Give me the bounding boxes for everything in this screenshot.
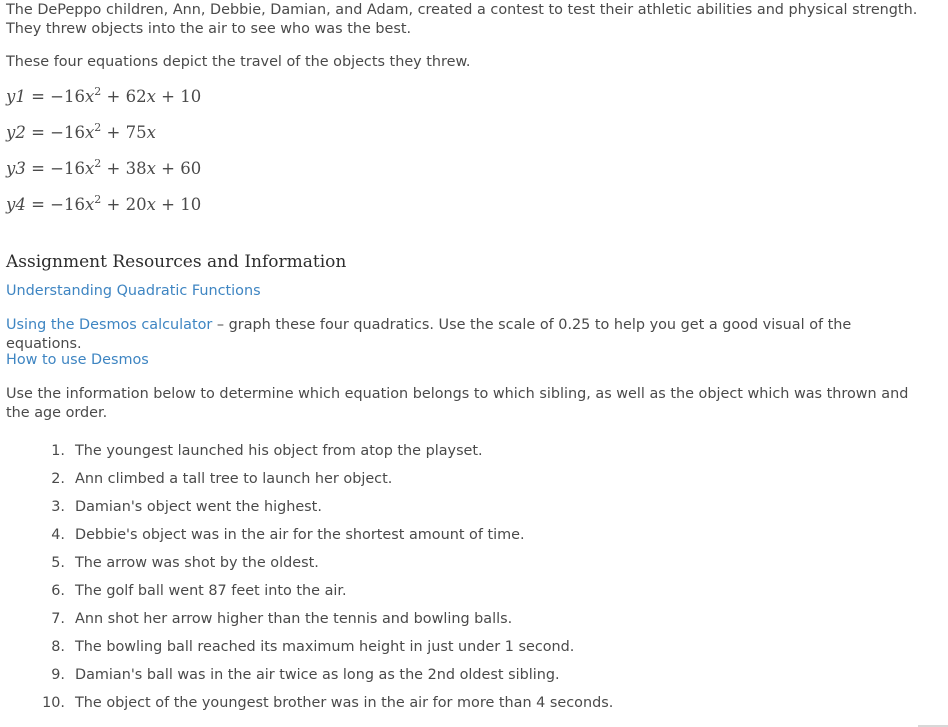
equations-intro: These four equations depict the travel of the objects they threw. [6, 54, 471, 70]
intro-paragraph: The DePeppo children, Ann, Debbie, Damian, and Adam, created a contest to test their athletic abilities and physical strength. They threw objects into the air to see who was the best. [6, 2, 918, 37]
how-to-use-desmos-link[interactable]: How to use Desmos [6, 352, 149, 368]
equation-y1: $y1 = -16x^2 + 62x + 10$ [6, 85, 202, 106]
equation-y4: $y4 = -16x^2 + 20x + 10$ [6, 193, 202, 214]
equation-y3: $y3 = -16x^2 + 38x + 60$ [6, 157, 202, 178]
desmos-calculator-link[interactable]: Using the Desmos calculator [6, 317, 213, 333]
resources-heading: Assignment Resources and Information [6, 252, 347, 272]
desmos-description: – graph these four quadratics. Use the scale of 0.25 to help you get a good visual of the equations. [6, 317, 852, 352]
equation-y2: $y2 = -16x^2 + 75x$ [6, 121, 156, 142]
understanding-quadratic-functions-link[interactable]: Understanding Quadratic Functions [6, 283, 261, 299]
howto-row [6, 351, 149, 370]
quadratic-functions-row [6, 282, 261, 301]
desmos-row [6, 316, 926, 354]
instructions-paragraph: Use the information below to determine which equation belongs to which sibling, as well as the object which was thrown and the age order. [6, 386, 909, 421]
